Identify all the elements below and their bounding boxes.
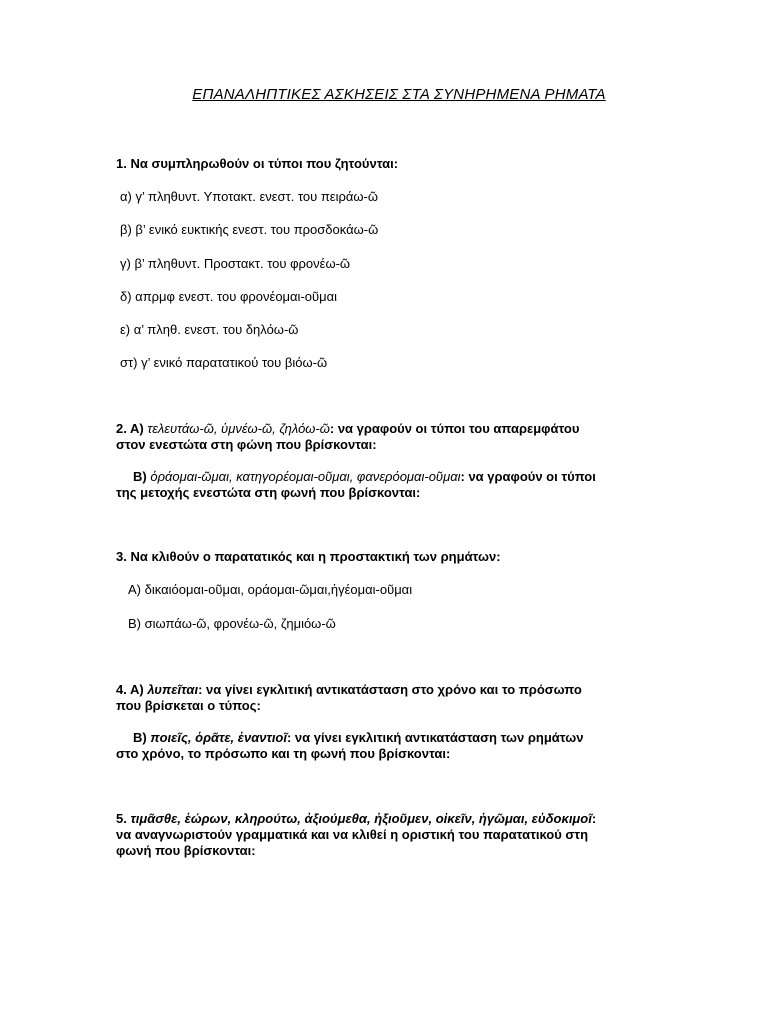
exercise-4b-label: Β) (133, 730, 147, 745)
exercise-4a-label: 4. Α) (116, 682, 144, 697)
exercise-4b-instruction: : να γίνει εγκλιτική αντικατάσταση των ρημάτων (286, 730, 584, 745)
exercise-4b-line-1 (133, 729, 583, 746)
exercise-3-item-a: Α) δικαιόομαι-οῦμαι, οράομαι-ῶμαι,ἡγέομαι-οῦμαι (128, 582, 413, 597)
exercise-2a-label: 2. Α) (116, 421, 144, 436)
exercise-2a-line-2: στον ενεστώτα στη φώνη που βρίσκονται: (116, 437, 377, 452)
exercise-5-label: 5. (116, 811, 127, 826)
exercise-2b-instruction: : να γραφούν οι τύποι (460, 469, 596, 484)
exercise-1-item-e: ε) α’ πληθ. ενεστ. του δηλόω-ῶ (120, 322, 299, 337)
exercise-1-item-a: α) γ’ πληθυντ. Υποτακτ. ενεστ. του πειράω-ῶ (120, 189, 379, 204)
exercise-4a-word: λυπεῖται (147, 682, 199, 697)
exercise-1-item-d: δ) απρμφ ενεστ. του φρονέομαι-οῦμαι (120, 289, 338, 304)
exercise-4b-line-2: στο χρόνο, το πρόσωπο και τη φωνή που βρίσκονται: (116, 746, 451, 761)
exercise-2b-line-2: της μετοχής ενεστώτα στη φωνή που βρίσκονται: (116, 485, 421, 500)
exercise-4a-instruction: : να γίνει εγκλιτική αντικατάσταση στο χρόνο και το πρόσωπο (198, 682, 582, 697)
exercise-2a-words: τελευτάω-ῶ, ὑμνέω-ῶ, ζηλόω-ῶ (147, 421, 330, 436)
document-title: ΕΠΑΝΑΛΗΠΤΙΚΕΣ ΑΣΚΗΣΕΙΣ ΣΤΑ ΣΥΝΗΡΗΜΕΝΑ ΡΗΜΑΤΑ (192, 86, 606, 103)
exercise-4a-line-1 (116, 681, 582, 698)
exercise-1-item-b: β) β’ ενικό ευκτικής ενεστ. του προσδοκάω-ῶ (120, 222, 379, 237)
exercise-5-line-3: φωνή που βρίσκονται: (116, 843, 256, 858)
exercise-5-line-2: να αναγνωριστούν γραμματικά και να κλιθεί η οριστική του παρατατικού στη (116, 827, 589, 842)
exercise-4a-line-2: που βρίσκεται ο τύπος: (116, 698, 261, 713)
exercise-3-heading: 3. Να κλιθούν ο παρατατικός και η προστακτική των ρημάτων: (116, 549, 501, 564)
exercise-4b-words: ποιεῖς, ὁρᾶτε, ἐναντιοῖ (150, 730, 287, 745)
exercise-1-item-c: γ) β’ πληθυντ. Προστακτ. του φρονέω-ῶ (120, 256, 351, 271)
exercise-2a-line-1 (116, 420, 579, 437)
exercise-5-line-1 (116, 810, 596, 827)
exercise-1-heading: 1. Να συμπληρωθούν οι τύποι που ζητούνται: (116, 156, 399, 171)
exercise-1-item-f: στ) γ’ ενικό παρατατικού του βιόω-ῶ (120, 355, 328, 370)
exercise-2b-label: Β) (133, 469, 147, 484)
exercise-5-colon: : (591, 811, 597, 826)
exercise-2b-words: ὁράομαι-ῶμαι, κατηγορέομαι-οῦμαι, φανερόομαι-οῦμαι (150, 469, 461, 484)
exercise-2b-line-1 (133, 468, 596, 485)
exercise-3-item-b: Β) σιωπάω-ῶ, φρονέω-ῶ, ζημιόω-ῶ (128, 616, 336, 631)
exercise-2a-instruction: : να γραφούν οι τύποι του απαρεμφάτου (329, 421, 580, 436)
exercise-5-words: τιμᾶσθε, ἑώρων, κληρούτω, ἀξιούμεθα, ἠξιοῦμεν, οἰκεῖν, ἡγῶμαι, εὐδοκιμοῖ (130, 811, 592, 826)
